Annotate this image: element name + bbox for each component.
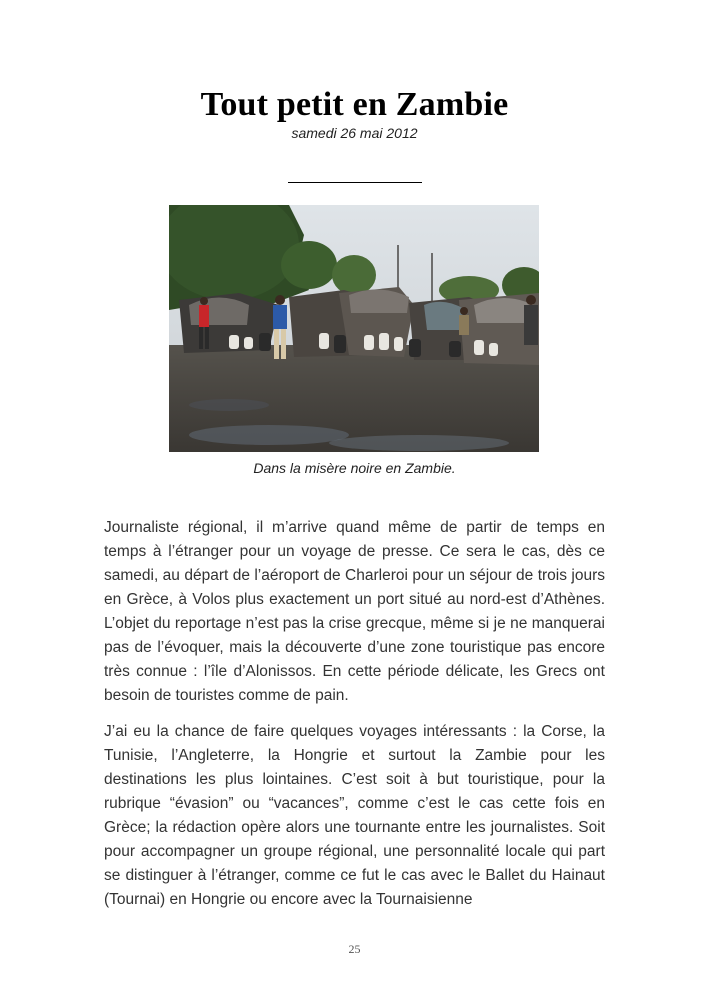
- article-paragraph: Journaliste régional, il m’arrive quand même de partir de temps en temps à l’étranger pour un voyage de presse. Ce sera le cas, dès ce samedi, au départ de l’aéroport de Charleroi pour un séjour de trois jours en Grèce, à Volos plus exactement un port situé au nord-est d’Athènes. L’objet du reportage n’est pas la crise grecque, même si je ne manquerai pas de l’évoquer, mais la découverte d’une zone touristique pas encore très connue : l’île d’Alonissos. En cette période délicate, les Grecs ont besoin de touristes comme de pain.: [104, 519, 605, 704]
- image-caption: Dans la misère noire en Zambie.: [253, 460, 456, 476]
- article-paragraph: J’ai eu la chance de faire quelques voyages intéressants : la Corse, la Tunisie, l’Angleterre, la Hongrie et surtout la Zambie pour les destinations les plus lointaines. C’est soit à but touristique, pour la rubrique “évasion” ou “vacances”, comme c’est le cas cette fois en Grèce; la rédaction opère alors une tournante entre les journalistes. Soit pour accompagner un groupe régional, une personnalité locale qui part se distinguer à l’étranger, comme ce fut le cas avec le Ballet du Hainaut (Tournai) en Hongrie ou encore avec la Tournaisienne: [104, 723, 605, 908]
- page-number: 25: [348, 942, 361, 956]
- title-divider: [288, 182, 422, 183]
- article-photo: [169, 205, 539, 452]
- article-body: [104, 516, 605, 924]
- article-title: Tout petit en Zambie: [200, 86, 509, 123]
- zambia-market-photo: [169, 205, 539, 452]
- article-date: samedi 26 mai 2012: [291, 125, 418, 141]
